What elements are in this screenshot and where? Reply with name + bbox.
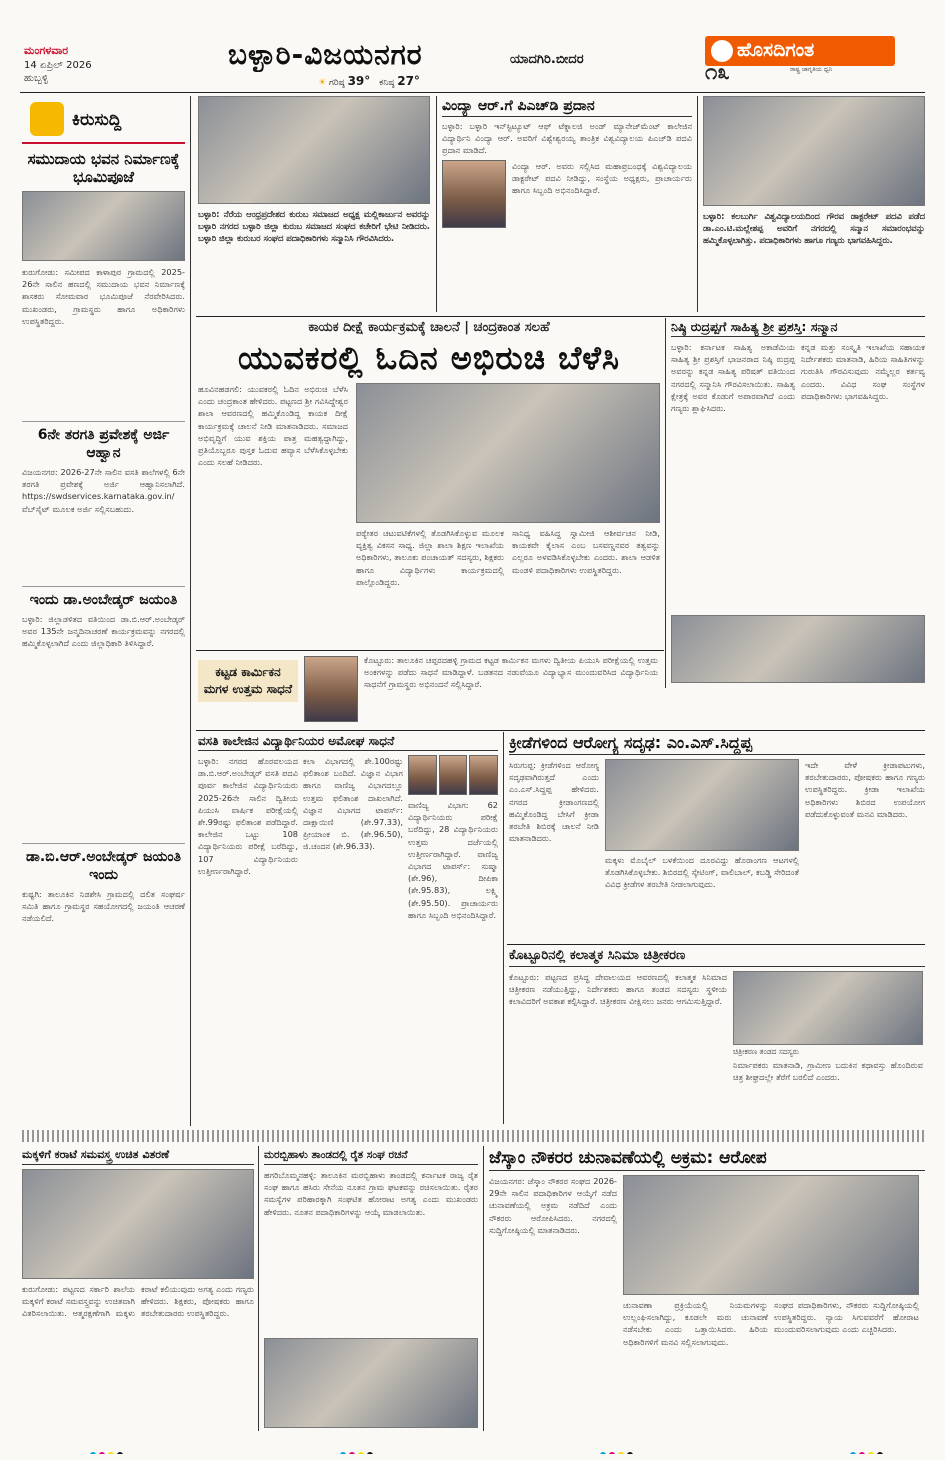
jescom-col-3: ಸಂಘದ ಪದಾಧಿಕಾರಿಗಳು, ನೌಕರರು ಸುದ್ದಿಗೋಷ್ಠಿಯಲ್ಲಿ ಉಪಸ್ಥಿತರಿದ್ದರು. ನ್ಯಾಯ ಸಿಗುವವರೆಗೆ ಹೋರಾಟ ಮುಂದುವರಿಸಲಾಗುವುದು ಎಂದು ಎಚ್ಚರಿಸಿದರು.: [774, 1300, 919, 1335]
lead-col-3: ಸಾನಿಧ್ಯ ವಹಿಸಿದ್ದ ಸ್ವಾಮೀಜಿ ಆಶೀರ್ವಚನ ನೀಡಿ, ಕಾಯಕವೇ ಕೈಲಾಸ ಎಂಬ ಬಸವಣ್ಣನವರ ತತ್ವವನ್ನು ಎಲ್ಲರೂ ಅಳವಡಿಸಿಕೊಳ್ಳಬೇಕು ಎಂದರು. ಶಾಲಾ ಆಡಳಿತ ಮಂಡಳಿ ಪದಾಧಿಕಾರಿಗಳು ಉಪಸ್ಥಿತರಿದ್ದರು.: [512, 528, 660, 575]
student-portrait: [469, 755, 498, 795]
raitha-body: ಹಗರಿಬೊಮ್ಮನಹಳ್ಳಿ: ತಾಲೂಕಿನ ಮರಬ್ಬಿಹಾಳು ತಾಂಡದಲ್ಲಿ ಕರ್ನಾಟಕ ರಾಜ್ಯ ರೈತ ಸಂಘ ಹಾಗೂ ಹಸಿರು ಸೇನೆಯ ನೂತನ ಗ್ರಾಮ ಘಟಕವನ್ನು ರಚಿಸಲಾಯಿತು. ರೈತರ ಸಮಸ್ಯೆಗಳ ಪರಿಹಾರಕ್ಕಾಗಿ ಸಂಘಟಿತ ಹೋರಾಟ ಅಗತ್ಯ ಎಂದು ಮುಖಂಡರು ಹೇಳಿದರು. ನೂತನ ಪದಾಧಿಕಾರಿಗಳನ್ನು ಆಯ್ಕೆ ಮಾಡಲಾಯಿತು.: [264, 1170, 478, 1217]
weather-low-label: ಕನಿಷ್ಠ: [379, 78, 395, 88]
jescom-title: ಜೆಸ್ಕಾಂ ನೌಕರರ ಚುನಾವಣೆಯಲ್ಲಿ ಅಕ್ರಮ: ಆರೋಪ: [489, 1146, 925, 1171]
hand-icon: [30, 102, 64, 136]
kiru-item-2: [22, 421, 185, 586]
paper-name: ಹೊಸದಿಗಂತ: [737, 39, 815, 61]
sports-col-1: ಸಿರುಗುಪ್ಪ: ಕ್ರೀಡೆಗಳಿಂದ ಆರೋಗ್ಯ ಸದೃಢವಾಗಿರುತ್ತದೆ ಎಂದು ಎಂ.ಎಸ್.ಸಿದ್ದಪ್ಪ ಹೇಳಿದರು. ನಗರದ ಕ್ರೀಡಾಂಗಣದಲ್ಲಿ ಹಮ್ಮಿಕೊಂಡಿದ್ದ ಬೇಸಿಗೆ ಕ್ರೀಡಾ ತರಬೇತಿ ಶಿಬಿರಕ್ಕೆ ಚಾಲನೆ ನೀಡಿ ಮಾತನಾಡಿದರು.: [509, 760, 599, 844]
cinema-body: ಕೊಟ್ಟೂರು: ಪಟ್ಟಣದ ಪ್ರಸಿದ್ಧ ದೇವಾಲಯದ ಆವರಣದಲ್ಲಿ ಕಲಾತ್ಮಕ ಸಿನಿಮಾದ ಚಿತ್ರೀಕರಣ ನಡೆಯುತ್ತಿದ್ದು, ನಿರ್ದೇಶಕರು ಹಾಗೂ ತಂಡದ ಸದಸ್ಯರು ಸ್ಥಳೀಯ ಕಲಾವಿದರಿಗೆ ಅವಕಾಶ ಕಲ್ಪಿಸಿದ್ದಾರೆ. ಚಿತ್ರೀಕರಣ ವೀಕ್ಷಿಸಲು ಜನರು ಆಗಮಿಸುತ್ತಿದ್ದಾರೆ.: [509, 972, 727, 1007]
raitha-photo: [264, 1338, 478, 1428]
issue-city: ಹುಬ್ಬಳ್ಳಿ: [24, 73, 49, 84]
cinema-body-2: ನಿರ್ಮಾಪಕರು ಮಾತನಾಡಿ, ಗ್ರಾಮೀಣ ಬದುಕಿನ ಕಥಾವಸ್ತು ಹೊಂದಿರುವ ಚಿತ್ರ ಶೀಘ್ರದಲ್ಲೇ ತೆರೆಗೆ ಬರಲಿದೆ ಎಂದರು.: [733, 1060, 923, 1083]
kiru-photo: [22, 191, 185, 261]
doctorate-story: [703, 96, 925, 312]
nishthi-story: [671, 318, 925, 688]
jescom-col-1: ವಿಜಯನಗರ: ಜೆಸ್ಕಾಂ ನೌಕರರ ಸಂಘದ 2026-29ನೇ ಸಾಲಿನ ಪದಾಧಿಕಾರಿಗಳ ಆಯ್ಕೆಗೆ ನಡೆದ ಚುನಾವಣೆಯಲ್ಲಿ ಅಕ್ರಮ ನಡೆದಿದೆ ಎಂದು ನೌಕರರು ಆರೋಪಿಸಿದರು. ನಗರದಲ್ಲಿ ಸುದ್ದಿಗೋಷ್ಠಿಯಲ್ಲಿ ಮಾತನಾಡಿದರು.: [489, 1176, 617, 1235]
kiru-item-3: [22, 586, 185, 843]
kiru-item-body: ಕುರುಗೋಡು: ಸಮೀಪದ ಕಾಳಾಪುರ ಗ್ರಾಮದಲ್ಲಿ 2025-26ನೇ ಸಾಲಿನ ಹಣದಲ್ಲಿ ಸಮುದಾಯ ಭವನ ನಿರ್ಮಾಣಕ್ಕೆ ಶಾಸಕರು ಸೋಮವಾರ ಭೂಮಿಪೂಜೆ ನೆರವೇರಿಸಿದರು. ಮುಖಂಡರು, ಗ್ರಾಮಸ್ಥರು ಹಾಗೂ ಅಧಿಕಾರಿಗಳು ಉಪಸ್ಥಿತರಿದ್ದರು.: [22, 267, 185, 326]
cinema-photo: [733, 971, 923, 1045]
masthead: [0, 0, 945, 95]
sports-title: ಕ್ರೀಡೆಗಳಿಂದ ಆರೋಗ್ಯ ಸದೃಢ: ಎಂ.ಎಸ್.ಸಿದ್ದಪ್ಪ: [509, 732, 925, 755]
weather-high: 39°: [347, 74, 371, 88]
kattada-portrait: [304, 656, 358, 722]
cinema-title: ಕೊಟ್ಟೂರಿನಲ್ಲಿ ಕಲಾತ್ಮಕ ಸಿನಿಮಾ ಚಿತ್ರೀಕರಣ: [509, 946, 925, 967]
kirusuddi-label: ಕಿರುಸುದ್ದಿ: [72, 110, 122, 130]
issue-day: ಮಂಗಳವಾರ: [24, 44, 69, 57]
logo-emblem-icon: [711, 40, 733, 62]
nishthi-title: ನಿಷ್ಠಿ ರುದ್ರಪ್ಪಗೆ ಸಾಹಿತ್ಯ ಶ್ರೀ ಪ್ರಶಸ್ತಿ: ಸನ್ಮಾನ: [671, 318, 925, 337]
cinema-story: [509, 946, 925, 1124]
bottom-divider: [22, 1130, 925, 1142]
section-subtitle: ಯಾದಗಿರಿ.ಬೀದರ: [510, 52, 584, 67]
hostel-story: [198, 732, 498, 1124]
kiru-item-body: ಕುಷ್ಟಗಿ: ತಾಲೂಕಿನ ನಿಡಶೇಸಿ ಗ್ರಾಮದಲ್ಲಿ ದಲಿತ ಸಂಘರ್ಷ ಸಮಿತಿ ಹಾಗೂ ಗ್ರಾಮಸ್ಥರ ಸಹಯೋಗದಲ್ಲಿ ಜಯಂತಿ ಆಚರಣೆ ನಡೆಯಲಿದೆ.: [22, 889, 185, 924]
sports-col-3: ಇದೇ ವೇಳೆ ಕ್ರೀಡಾಪಟುಗಳು, ತರಬೇತುದಾರರು, ಪೋಷಕರು ಹಾಗೂ ಗಣ್ಯರು ಉಪಸ್ಥಿತರಿದ್ದರು. ಕ್ರೀಡಾ ಇಲಾಖೆಯ ಅಧಿಕಾರಿಗಳು ಶಿಬಿರದ ಉಪಯೋಗ ಪಡೆದುಕೊಳ್ಳುವಂತೆ ಮನವಿ ಮಾಡಿದರು.: [805, 760, 925, 819]
jescom-photo: [623, 1175, 919, 1295]
phd-story: [442, 96, 692, 312]
karate-story: [22, 1146, 254, 1431]
kuruba-caption: ಬಳ್ಳಾರಿ: ನೆರೆಯ ಆಂಧ್ರಪ್ರದೇಶದ ಕುರುಬ ಸಮಾಜದ ಅಧ್ಯಕ್ಷ ಮಲ್ಲಿಕಾರ್ಜುನ ಅವರನ್ನು ಬಳ್ಳಾರಿ ನಗರದ ಬಳ್ಳಾರಿ ಜಿಲ್ಲಾ ಕುರುಬ ಸಮಾಜದ ಸಂಘದ ಕಚೇರಿಗೆ ಭೇಟಿ ನೀಡಿದರು. ಬಳ್ಳಾರಿ ಜಿಲ್ಲಾ ಕುರುಬರ ಸಂಘದ ಪದಾಧಿಕಾರಿಗಳು ಸನ್ಮಾನಿಸಿ ಗೌರವಿಸಿದರು.: [198, 209, 430, 244]
nishthi-col-2: ಕನ್ನಡ ಮತ್ತು ಸಂಸ್ಕೃತಿ ಇಲಾಖೆಯ ಸಹಾಯಕ ನಿರ್ದೇಶಕರು ಮಾತನಾಡಿ, ಹಿರಿಯ ಸಾಹಿತಿಗಳನ್ನು ಗುರುತಿಸಿ ಗೌರವಿಸುವುದು ನಮ್ಮೆಲ್ಲರ ಕರ್ತವ್ಯ ಎಂದರು. ವಿವಿಧ ಸಂಘ ಸಂಸ್ಥೆಗಳ ಪದಾಧಿಕಾರಿಗಳು ಭಾಗವಹಿಸಿದ್ದರು.: [801, 342, 925, 401]
hostel-col-1: ಬಳ್ಳಾರಿ: ನಗರದ ಹೊರವಲಯದ ಡಾ.ಬಿ.ಆರ್.ಅಂಬೇಡ್ಕರ್ ವಸತಿ ಪದವಿ ಪೂರ್ವ ಕಾಲೇಜಿನ ವಿದ್ಯಾರ್ಥಿನಿಯರು 2025-26ನೇ ಸಾಲಿನ ದ್ವಿತೀಯ ಪಿಯುಸಿ ವಾರ್ಷಿಕ ಪರೀಕ್ಷೆಯಲ್ಲಿ ಶೇ.99ರಷ್ಟು ಫಲಿತಾಂಶ ಪಡೆದಿದ್ದಾರೆ. ಕಾಲೇಜಿನ ಒಟ್ಟು 108 ವಿದ್ಯಾರ್ಥಿನಿಯರು ಪರೀಕ್ಷೆ ಬರೆದಿದ್ದು, 107 ವಿದ್ಯಾರ್ಥಿನಿಯರು ಉತ್ತೀರ್ಣರಾಗಿದ್ದಾರೆ.: [198, 756, 298, 876]
paper-tagline: ರಾಷ್ಟ್ರ ಜಾಗೃತಿಯ ಧ್ವನಿ: [790, 66, 833, 73]
karate-title: ಮಕ್ಕಳಿಗೆ ಕರಾಟೆ ಸಮವಸ್ತ್ರ ಉಚಿತ ವಿತರಣೆ: [22, 1146, 254, 1165]
nishthi-col-1: ಬಳ್ಳಾರಿ: ಕರ್ನಾಟಕ ಸಾಹಿತ್ಯ ಅಕಾಡೆಮಿಯ ಸಾಹಿತ್ಯ ಶ್ರೀ ಪ್ರಶಸ್ತಿಗೆ ಭಾಜನರಾದ ನಿಷ್ಠಿ ರುದ್ರಪ್ಪ ಅವರನ್ನು ಕನ್ನಡ ಸಾಹಿತ್ಯ ಪರಿಷತ್ ವತಿಯಿಂದ ನಗರದಲ್ಲಿ ಸನ್ಮಾನಿಸಿ ಗೌರವಿಸಲಾಯಿತು. ಸಾಹಿತ್ಯ ಕ್ಷೇತ್ರಕ್ಕೆ ಅವರ ಕೊಡುಗೆ ಅಪಾರವಾಗಿದೆ ಎಂದು ಗಣ್ಯರು ಶ್ಲಾಘಿಸಿದರು.: [671, 342, 795, 414]
kiru-item-4: [22, 843, 185, 1048]
sports-photo: [605, 759, 799, 851]
kiru-item-title: ಸಮುದಾಯ ಭವನ ನಿರ್ಮಾಣಕ್ಕೆ ಭೂಮಿಪೂಜೆ: [27, 150, 180, 186]
raitha-title: ಮರಬ್ಬಿಹಾಳು ತಾಂಡದಲ್ಲಿ ರೈತ ಸಂಘ ರಚನೆ: [264, 1146, 478, 1165]
jescom-col-2: ಚುನಾವಣಾ ಪ್ರಕ್ರಿಯೆಯಲ್ಲಿ ನಿಯಮಗಳನ್ನು ಉಲ್ಲಂಘಿಸಲಾಗಿದ್ದು, ಕೂಡಲೇ ಮರು ಚುನಾವಣೆ ನಡೆಸಬೇಕು ಎಂದು ಒತ್ತಾಯಿಸಿದರು. ಹಿರಿಯ ಅಧಿಕಾರಿಗಳಿಗೆ ಮನವಿ ಸಲ್ಲಿಸಲಾಗುವುದು.: [623, 1300, 768, 1347]
sports-story: [509, 732, 925, 942]
kuruba-story: [198, 96, 430, 312]
student-portrait: [408, 755, 437, 795]
phd-body-2: ವಿಂದ್ಯಾ ಆರ್. ಅವರು ಸಲ್ಲಿಸಿದ ಮಹಾಪ್ರಬಂಧಕ್ಕೆ ವಿಶ್ವವಿದ್ಯಾಲಯ ಡಾಕ್ಟರೇಟ್ ಪದವಿ ನೀಡಿದ್ದು, ಸಂಸ್ಥೆಯ ಅಧ್ಯಕ್ಷರು, ಪ್ರಾಚಾರ್ಯರು ಹಾಗೂ ಸಿಬ್ಬಂದಿ ಅಭಿನಂದಿಸಿದ್ದಾರೆ.: [512, 161, 692, 196]
phd-portrait: [442, 160, 506, 228]
karate-body: ಕುರುಗೋಡು: ಪಟ್ಟಣದ ಸರ್ಕಾರಿ ಶಾಲೆಯ ಮಕ್ಕಳಿಗೆ ಕರಾಟೆ ಸಮವಸ್ತ್ರವನ್ನು ಉಚಿತವಾಗಿ ವಿತರಿಸಲಾಯಿತು. ಆತ್ಮರಕ್ಷಣೆಗಾಗಿ ಮಕ್ಕಳು ಕರಾಟೆ ಕಲಿಯುವುದು ಅಗತ್ಯ ಎಂದು ಗಣ್ಯರು ಹೇಳಿದರು. ಶಿಕ್ಷಕರು, ಪೋಷಕರು ಹಾಗೂ ತರಬೇತುದಾರರು ಉಪಸ್ಥಿತರಿದ್ದರು.: [22, 1284, 254, 1319]
kattada-body: ಕೊಟ್ಟೂರು: ತಾಲೂಕಿನ ಚಪ್ಪರದಹಳ್ಳಿ ಗ್ರಾಮದ ಕಟ್ಟಡ ಕಾರ್ಮಿಕನ ಮಗಳು ದ್ವಿತೀಯ ಪಿಯುಸಿ ಪರೀಕ್ಷೆಯಲ್ಲಿ ಉತ್ತಮ ಅಂಕಗಳನ್ನು ಪಡೆದು ಸಾಧನೆ ಮಾಡಿದ್ದಾಳೆ. ಬಡತನದ ನಡುವೆಯೂ ವಿದ್ಯಾಭ್ಯಾಸ ಮುಂದುವರಿಸಿದ ವಿದ್ಯಾರ್ಥಿನಿಯ ಸಾಧನೆಗೆ ಗ್ರಾಮಸ್ಥರು ಅಭಿನಂದನೆ ಸಲ್ಲಿಸಿದ್ದಾರೆ.: [364, 655, 658, 690]
weather-high-label: ಗರಿಷ್ಠ: [328, 78, 345, 88]
kattada-story: [198, 652, 660, 728]
jescom-story: [489, 1146, 925, 1431]
lead-col-1: ಹೂವಿನಹಡಗಲಿ: ಯುವಕರಲ್ಲಿ ಓದಿನ ಅಭಿರುಚಿ ಬೆಳೆಸಿ ಎಂದು ಚಂದ್ರಕಾಂತ ಹೇಳಿದರು. ಪಟ್ಟಣದ ಶ್ರೀ ಗವಿಸಿದ್ದೇಶ್ವರ ಶಾಲಾ ಆವರಣದಲ್ಲಿ ಹಮ್ಮಿಕೊಂಡಿದ್ದ ಕಾಯಕ ದೀಕ್ಷೆ ಕಾರ್ಯಕ್ರಮಕ್ಕೆ ಚಾಲನೆ ನೀಡಿ ಮಾತನಾಡಿದರು. ಸಮಾಜದ ಅಭಿವೃದ್ಧಿಗೆ ಯುವ ಶಕ್ತಿಯ ಪಾತ್ರ ಮಹತ್ವದ್ದಾಗಿದ್ದು, ಪ್ರತಿಯೊಬ್ಬರೂ ಪುಸ್ತಕ ಓದುವ ಹವ್ಯಾಸ ಬೆಳೆಸಿಕೊಳ್ಳಬೇಕು ಎಂದು ಸಲಹೆ ನೀಡಿದರು.: [198, 384, 348, 468]
weather-block: [318, 74, 448, 92]
raitha-story: [264, 1146, 478, 1431]
registration-marks: [0, 1440, 945, 1454]
hostel-col-3: ವಾಣಿಜ್ಯ ವಿಭಾಗ: 62 ವಿದ್ಯಾರ್ಥಿನಿಯರು ಪರೀಕ್ಷೆ ಬರೆದಿದ್ದು, 28 ವಿದ್ಯಾರ್ಥಿನಿಯರು ಉತ್ತಮ ದರ್ಜೆಯಲ್ಲಿ ಉತ್ತೀರ್ಣರಾಗಿದ್ದಾರೆ. ವಾಣಿಜ್ಯ ವಿಭಾಗದ ಟಾಪರ್ಸ್: ಸುಷ್ಮಾ (ಶೇ.96), ದೀಪಿಕಾ (ಶೇ.95.83), ಲಕ್ಷ್ಮಿ (ಶೇ.95.50). ಪ್ರಾಚಾರ್ಯರು ಹಾಗೂ ಸಿಬ್ಬಂದಿ ಅಭಿನಂದಿಸಿದ್ದಾರೆ.: [408, 800, 498, 920]
cinema-caption: ಚಿತ್ರೀಕರಣ ತಂಡದ ಸದಸ್ಯರು: [733, 1047, 800, 1056]
nishthi-photo: [671, 615, 925, 683]
kiru-item-1: [22, 150, 185, 421]
kiru-item-title: ಇಂದು ಡಾ.ಅಂಬೇಡ್ಕರ್ ಜಯಂತಿ: [29, 592, 178, 608]
doctorate-caption: ಬಳ್ಳಾರಿ: ಕಲಬುರ್ಗಿ ವಿಶ್ವವಿದ್ಯಾಲಯದಿಂದ ಗೌರವ ಡಾಕ್ಟರೇಟ್ ಪದವಿ ಪಡೆದ ಡಾ.ಎಂ.ಟಿ.ಮಲ್ಲೇಶಪ್ಪ ಅವರಿಗೆ ನಗರದಲ್ಲಿ ಸನ್ಮಾನ ಸಮಾರಂಭವನ್ನು ಹಮ್ಮಿಕೊಳ್ಳಲಾಗಿತ್ತು. ಪದಾಧಿಕಾರಿಗಳು ಹಾಗೂ ಗಣ್ಯರು ಭಾಗವಹಿಸಿದ್ದರು.: [703, 211, 925, 246]
section-title: ಬಳ್ಳಾರಿ-ವಿಜಯನಗರ: [228, 38, 423, 71]
kiru-item-body: ಬಳ್ಳಾರಿ: ಜಿಲ್ಲಾಡಳಿತದ ವತಿಯಿಂದ ಡಾ.ಬಿ.ಆರ್.ಅಂಬೇಡ್ಕರ್ ಅವರ 135ನೇ ಜನ್ಮದಿನಾಚರಣೆ ಕಾರ್ಯಕ್ರಮವನ್ನು ನಗರದಲ್ಲಿ ಹಮ್ಮಿಕೊಳ್ಳಲಾಗಿದೆ ಎಂದು ಜಿಲ್ಲಾಧಿಕಾರಿ ತಿಳಿಸಿದ್ದಾರೆ.: [22, 614, 185, 649]
lead-story: [198, 318, 660, 648]
kirusuddi-column: [22, 96, 185, 1126]
kiru-item-title: ಡಾ.ಬಿ.ಆರ್.ಅಂಬೇಡ್ಕರ್ ಜಯಂತಿ ಇಂದು: [25, 849, 182, 883]
phd-body-1: ಬಳ್ಳಾರಿ: ಬಳ್ಳಾರಿ ಇನ್‌ಸ್ಟಿಟ್ಯೂಟ್ ಆಫ್ ಟೆಕ್ನಾಲಜಿ ಅಂಡ್ ಮ್ಯಾನೇಜ್‌ಮೆಂಟ್ ಕಾಲೇಜಿನ ವಿದ್ಯಾರ್ಥಿನಿ ವಿಂದ್ಯಾ ಆರ್. ಅವರಿಗೆ ವಿಶ್ವೇಶ್ವರಯ್ಯ ತಾಂತ್ರಿಕ ವಿಶ್ವವಿದ್ಯಾಲಯ ಪಿಎಚ್‌ಡಿ ಪದವಿ ಪ್ರದಾನ ಮಾಡಿದೆ.: [442, 121, 692, 156]
student-portrait: [439, 755, 468, 795]
lead-col-2: ಪಠ್ಯೇತರ ಚಟುವಟಿಕೆಗಳಲ್ಲಿ ತೊಡಗಿಸಿಕೊಳ್ಳುವ ಮೂಲಕ ವ್ಯಕ್ತಿತ್ವ ವಿಕಸನ ಸಾಧ್ಯ. ಜಿಲ್ಲಾ ಶಾಲಾ ಶಿಕ್ಷಣ ಇಲಾಖೆಯ ಅಧಿಕಾರಿಗಳು, ತಾಲೂಕು ಪಂಚಾಯತ್ ಸದಸ್ಯರು, ಶಿಕ್ಷಕರು ಹಾಗೂ ವಿದ್ಯಾರ್ಥಿಗಳು ಕಾರ್ಯಕ್ರಮದಲ್ಲಿ ಪಾಲ್ಗೊಂಡಿದ್ದರು.: [356, 528, 504, 587]
kirusuddi-header: [22, 96, 185, 144]
doctorate-photo: [703, 96, 925, 206]
page-number: ೧೩: [705, 60, 730, 85]
lead-photo: [356, 383, 660, 523]
issue-date: 14 ಏಪ್ರಿಲ್ 2026: [24, 60, 92, 71]
phd-title: ವಿಂದ್ಯಾ ಆರ್.ಗೆ ಪಿಎಚ್‌ಡಿ ಪ್ರದಾನ: [442, 96, 692, 117]
hostel-title: ವಸತಿ ಕಾಲೇಜಿನ ವಿದ್ಯಾರ್ಥಿನಿಯರ ಅಮೋಘ ಸಾಧನೆ: [198, 732, 498, 751]
sports-col-2: ಮಕ್ಕಳು ಮೊಬೈಲ್ ಬಳಕೆಯಿಂದ ದೂರವಿದ್ದು ಹೊರಾಂಗಣ ಆಟಗಳಲ್ಲಿ ತೊಡಗಿಸಿಕೊಳ್ಳಬೇಕು. ಶಿಬಿರದಲ್ಲಿ ಸ್ಕೇಟಿಂಗ್, ವಾಲಿಬಾಲ್, ಕಬಡ್ಡಿ ಸೇರಿದಂತೆ ವಿವಿಧ ಕ್ರೀಡೆಗಳ ತರಬೇತಿ ನೀಡಲಾಗುವುದು.: [605, 855, 799, 890]
kuruba-photo: [198, 96, 430, 204]
sun-icon: ☀: [318, 78, 327, 88]
karate-photo: [22, 1169, 254, 1279]
hostel-col-2: ಕಲಾ ವಿಭಾಗದಲ್ಲಿ ಶೇ.100ರಷ್ಟು ಫಲಿತಾಂಶ ಬಂದಿದೆ. ವಿಜ್ಞಾನ ವಿಭಾಗ ಹಾಗೂ ವಾಣಿಜ್ಯ ವಿಭಾಗದಲ್ಲೂ ಉತ್ತಮ ಫಲಿತಾಂಶ ದಾಖಲಾಗಿದೆ. ವಿಜ್ಞಾನ ವಿಭಾಗದ ಟಾಪರ್ಸ್: ದಾಕ್ಷಾಯಿಣಿ (ಶೇ.97.33), ಪ್ರೀಯಾಂಕ ಬಿ. (ಶೇ.96.50), ಜಿ.ಚಂದನ (ಶೇ.96.33).: [303, 756, 403, 852]
kiru-item-body: ವಿಜಯನಗರ: 2026-27ನೇ ಸಾಲಿನ ವಸತಿ ಶಾಲೆಗಳಲ್ಲಿ 6ನೇ ತರಗತಿ ಪ್ರವೇಶಕ್ಕೆ ಅರ್ಜಿ ಆಹ್ವಾನಿಸಲಾಗಿದೆ. https://swdservices.karnataka.gov.in/ ವೆಬ್‌ಸೈಟ್ ಮೂಲಕ ಅರ್ಜಿ ಸಲ್ಲಿಸಬಹುದು.: [22, 467, 185, 514]
kiru-item-title: 6ನೇ ತರಗತಿ ಪ್ರವೇಶಕ್ಕೆ ಅರ್ಜಿ ಆಹ್ವಾನ: [37, 427, 170, 461]
kattada-label: ಕಟ್ಟಡ ಕಾರ್ಮಿಕನ ಮಗಳ ಉತ್ತಮ ಸಾಧನೆ: [198, 660, 298, 702]
weather-low: 27°: [397, 74, 420, 88]
lead-kicker: ಕಾಯಕ ದೀಕ್ಷೆ ಕಾರ್ಯಕ್ರಮಕ್ಕೆ ಚಾಲನೆ | ಚಂದ್ರಕಾಂತ ಸಲಹೆ: [308, 320, 550, 335]
lead-headline: ಯುವಕರಲ್ಲಿ ಓದಿನ ಅಭಿರುಚಿ ಬೆಳೆಸಿ: [238, 339, 620, 377]
